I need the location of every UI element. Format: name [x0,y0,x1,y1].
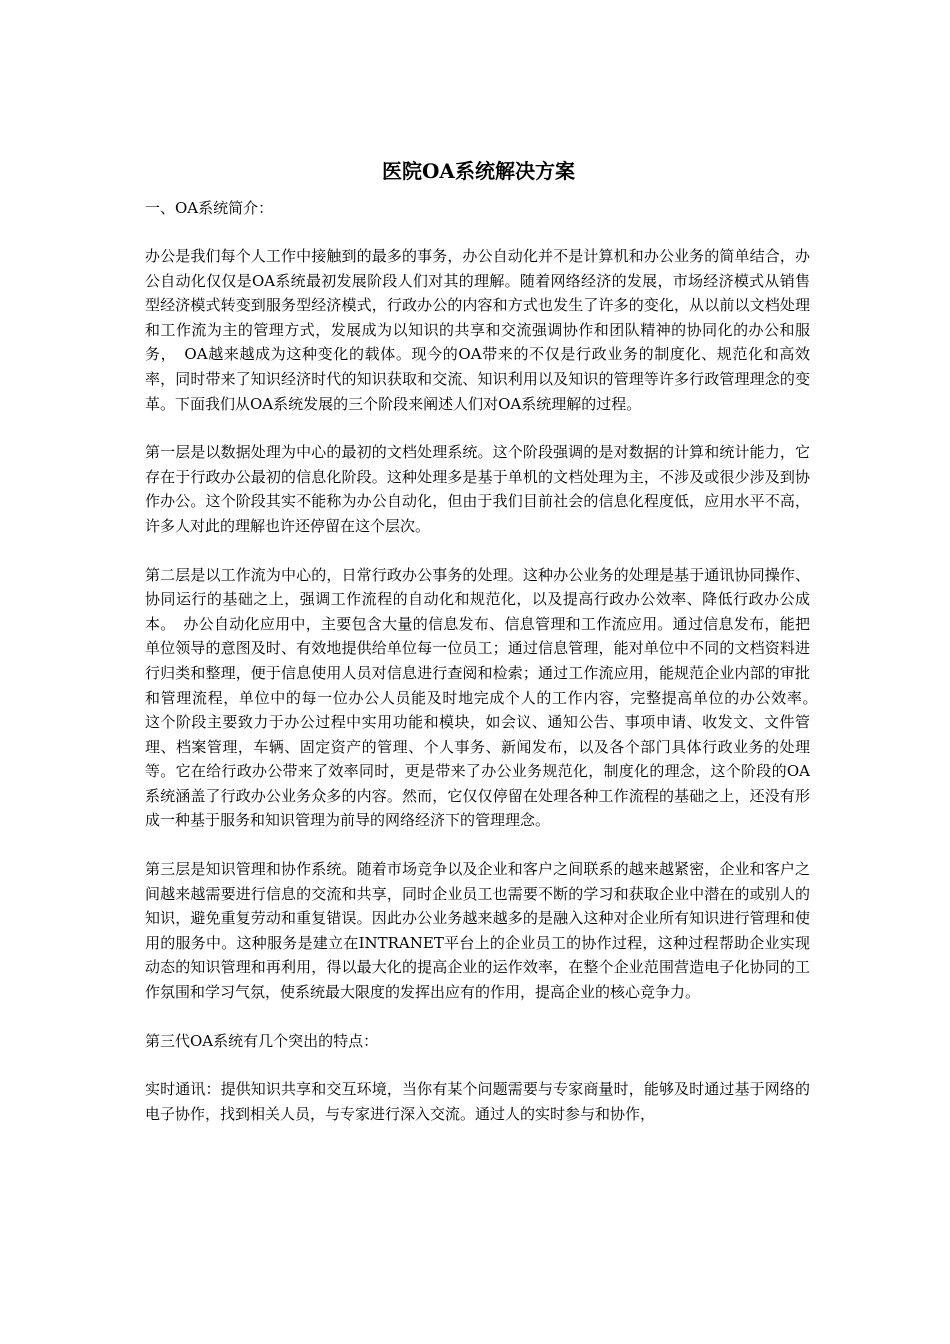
paragraph-realtime-communication: 实时通讯：提供知识共享和交互环境，当你有某个问题需要与专家商量时，能够及时通过基于网络的电子协作，找到相关人员，与专家进行深入交流。通过人的实时参与和协作， [145,1080,810,1123]
paragraph-intro: 办公是我们每个人工作中接触到的最多的事务，办公自动化并不是计算机和办公业务的简单结合，办公自动化仅仅是OA系统最初发展阶段人们对其的理解。随着网络经济的发展，市场经济模式从销售型经济模式转变到服务型经济模式，行政办公的内容和方式也发生了许多的变化，从以前以文档处理和工作流为主的管理方式，发展成为以知识的共享和交流强调协作和团队精神的协同化的办公和服务， OA越来越成为这种变化的载体。现今的OA带来的不仅是行政业务的制度化、规范化和高效率，同时带来了知识经济时代的知识获取和交流、知识利用以及知识的管理等许多行政管理理念的变革。下面我们从OA系统发展的三个阶段来阐述人们对OA系统理解的过程。 [145,247,810,413]
section-heading: 一、OA系统简介： [145,199,274,217]
document-page [145,156,826,1126]
document-title: 医院OA系统解决方案 [382,159,575,183]
paragraph-features-heading: 第三代OA系统有几个突出的特点： [145,1031,379,1050]
paragraph-second-layer: 第二层是以工作流为中心的，日常行政办公事务的处理。这种办公业务的处理是基于通讯协同操作、协同运行的基础之上，强调工作流程的自动化和规范化，以及提高行政办公效率、降低行政办公成本。 办公自动化应用中，主要包含大量的信息发布、信息管理和工作流应用。通过信息发布，能把单位领导的意图及时、有效地提供给单位每一位员工；通过信息管理，能对单位中不同的文档资料进行归类和整理，便于信息使用人员对信息进行查阅和检索；通过工作流应用，能规范企业内部的审批和管理流程，单位中的每一位办公人员能及时地完成个人的工作内容，完整提高单位的办公效率。 这个阶段主要致力于办公过程中实用功能和模块，如会议、通知公告、事项申请、收发文、文件管理、档案管理，车辆、固定资产的管理、个人事务、新闻发布，以及各个部门具体行政业务的处理等。它在给行政办公带来了效率同时，更是带来了办公业务规范化，制度化的理念，这个阶段的OA系统涵盖了行政办公业务众多的内容。然而，它仅仅停留在处理各种工作流程的基础之上，还没有形成一种基于服务和知识管理为前导的网络经济下的管理理念。 [145,565,826,830]
paragraph-third-layer: 第三层是知识管理和协作系统。随着市场竞争以及企业和客户之间联系的越来越紧密，企业和客户之间越来越需要进行信息的交流和共享，同时企业员工也需要不断的学习和获取企业中潜在的或别人的知识，避免重复劳动和重复错误。因此办公业务越来越多的是融入这种对企业所有知识进行管理和使用的服务中。这种服务是建立在INTRANET平台上的企业员工的协作过程，这种过程帮助企业实现动态的知识管理和再利用，得以最大化的提高企业的运作效率，在整个企业范围营造电子化协同的工作氛围和学习气氛，使系统最大限度的发挥出应有的作用，提高企业的核心竞争力。 [145,860,810,1002]
paragraph-first-layer: 第一层是以数据处理为中心的最初的文档处理系统。这个阶段强调的是对数据的计算和统计能力，它存在于行政办公最初的信息化阶段。这种处理多是基于单机的文档处理为主，不涉及或很少涉及到协作办公。这个阶段其实不能称为办公自动化，但由于我们目前社会的信息化程度低，应用水平不高，许多人对此的理解也许还停留在这个层次。 [145,443,810,535]
